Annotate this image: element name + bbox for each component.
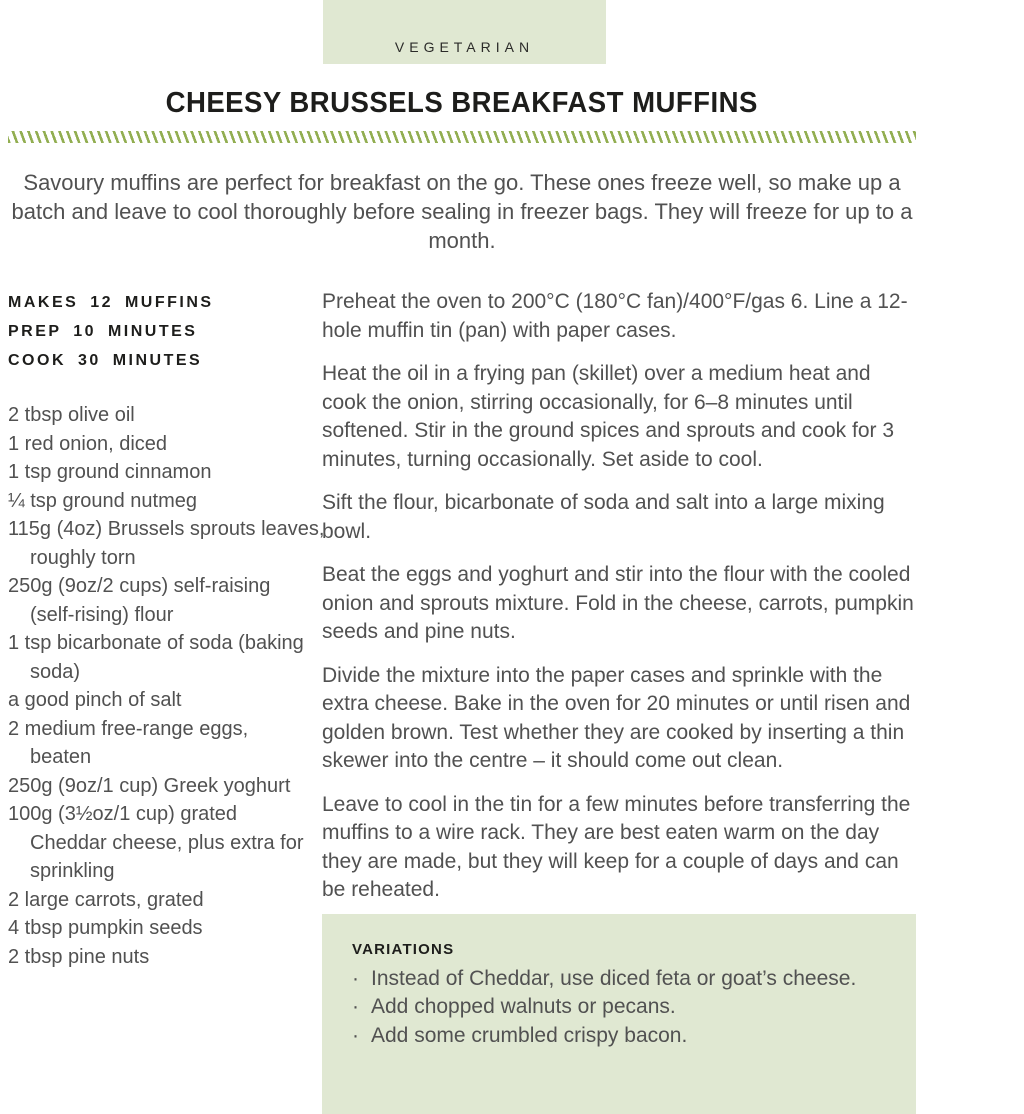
ingredient-line: 2 medium free-range eggs,	[8, 717, 249, 740]
ingredient-line: ¼ tsp ground nutmeg	[8, 489, 198, 512]
ingredients-list	[8, 401, 325, 971]
method-paragraph: Beat the eggs and yoghurt and stir into the flour with the cooled onion and sprouts mixture. Fold in the cheese, carrots, pumpkin seeds and pine nuts.	[322, 563, 914, 643]
variations-panel	[322, 914, 916, 1114]
ingredient-line: beaten	[30, 746, 92, 768]
meta-line: MAKES 12 MUFFINS	[8, 294, 214, 311]
method-paragraph: Heat the oil in a frying pan (skillet) over a medium heat and cook the onion, stirring occasionally, for 6–8 minutes until softened. Stir in the ground spices and sprouts and cook for 3 minutes, turning occasionally. Set aside to cool.	[322, 362, 895, 471]
ingredient-line: 2 large carrots, grated	[8, 888, 204, 911]
method-paragraph: Preheat the oven to 200°C (180°C fan)/400°F/gas 6. Line a 12-hole muffin tin (pan) with paper cases.	[322, 290, 908, 342]
method-paragraph: Sift the flour, bicarbonate of soda and salt into a large mixing bowl.	[322, 491, 885, 543]
ingredients-column	[8, 288, 325, 971]
hatch-divider	[8, 131, 916, 143]
page-title: CHEESY BRUSSELS BREAKFAST MUFFINS	[165, 87, 759, 119]
main-grid	[8, 288, 916, 1114]
ingredient-line: 115g (4oz) Brussels sprouts leaves,	[8, 518, 325, 540]
ingredient-line: 100g (3½oz/1 cup) grated	[8, 803, 238, 825]
ingredient-line: Cheddar cheese, plus extra for	[30, 831, 304, 854]
intro-text: Savoury muffins are perfect for breakfast on the go. These ones freeze well, so make up a batch and leave to cool thoroughly before sealing in freezer bags. They will freeze for up to a month.	[11, 170, 913, 253]
meta-line: COOK 30 MINUTES	[8, 352, 203, 369]
variations-heading: VARIATIONS	[352, 940, 455, 958]
recipe-meta-block	[8, 288, 308, 375]
method-paragraph: Leave to cool in the tin for a few minutes before transferring the muffins to a wire rack. They are best eaten warm on the day they are made, but they will keep for a couple of days and can be reheated.	[322, 792, 911, 901]
ingredient-line: 2 tbsp pine nuts	[8, 945, 150, 968]
ingredient-line: 250g (9oz/2 cups) self-raising	[8, 575, 271, 597]
variation-item: · Instead of Cheddar, use diced feta or goat’s cheese.	[352, 965, 886, 994]
ingredient-line: a good pinch of salt	[8, 689, 182, 711]
title-row	[8, 0, 916, 120]
ingredient-line: (self-rising) flour	[30, 603, 174, 626]
ingredient-line: 1 tsp ground cinnamon	[8, 461, 212, 483]
ingredient-line: 2 tbsp olive oil	[8, 404, 135, 426]
variation-item: · Add chopped walnuts or pecans.	[352, 993, 886, 1022]
variation-item: · Add some crumbled crispy bacon.	[352, 1022, 886, 1051]
method-column	[322, 288, 916, 1114]
ingredient-line: sprinkling	[30, 860, 115, 882]
ingredient-line: soda)	[30, 660, 81, 683]
meta-line: PREP 10 MINUTES	[8, 323, 198, 340]
ingredient-line: 1 tsp bicarbonate of soda (baking	[8, 632, 304, 654]
page-content	[8, 0, 916, 1114]
ingredient-line: 1 red onion, diced	[8, 432, 168, 455]
ingredient-line: 250g (9oz/1 cup) Greek yoghurt	[8, 774, 291, 797]
ingredient-line: roughly torn	[30, 546, 136, 569]
method-list	[322, 288, 916, 905]
variations-list	[352, 965, 886, 1051]
category-label: VEGETARIAN	[394, 39, 535, 55]
ingredient-line: 4 tbsp pumpkin seeds	[8, 917, 203, 939]
method-paragraph: Divide the mixture into the paper cases and sprinkle with the extra cheese. Bake in the oven for 20 minutes or until risen and golden brown. Test whether they are cooked by inserting a thin skewer into the centre – it should come out clean.	[322, 663, 911, 772]
